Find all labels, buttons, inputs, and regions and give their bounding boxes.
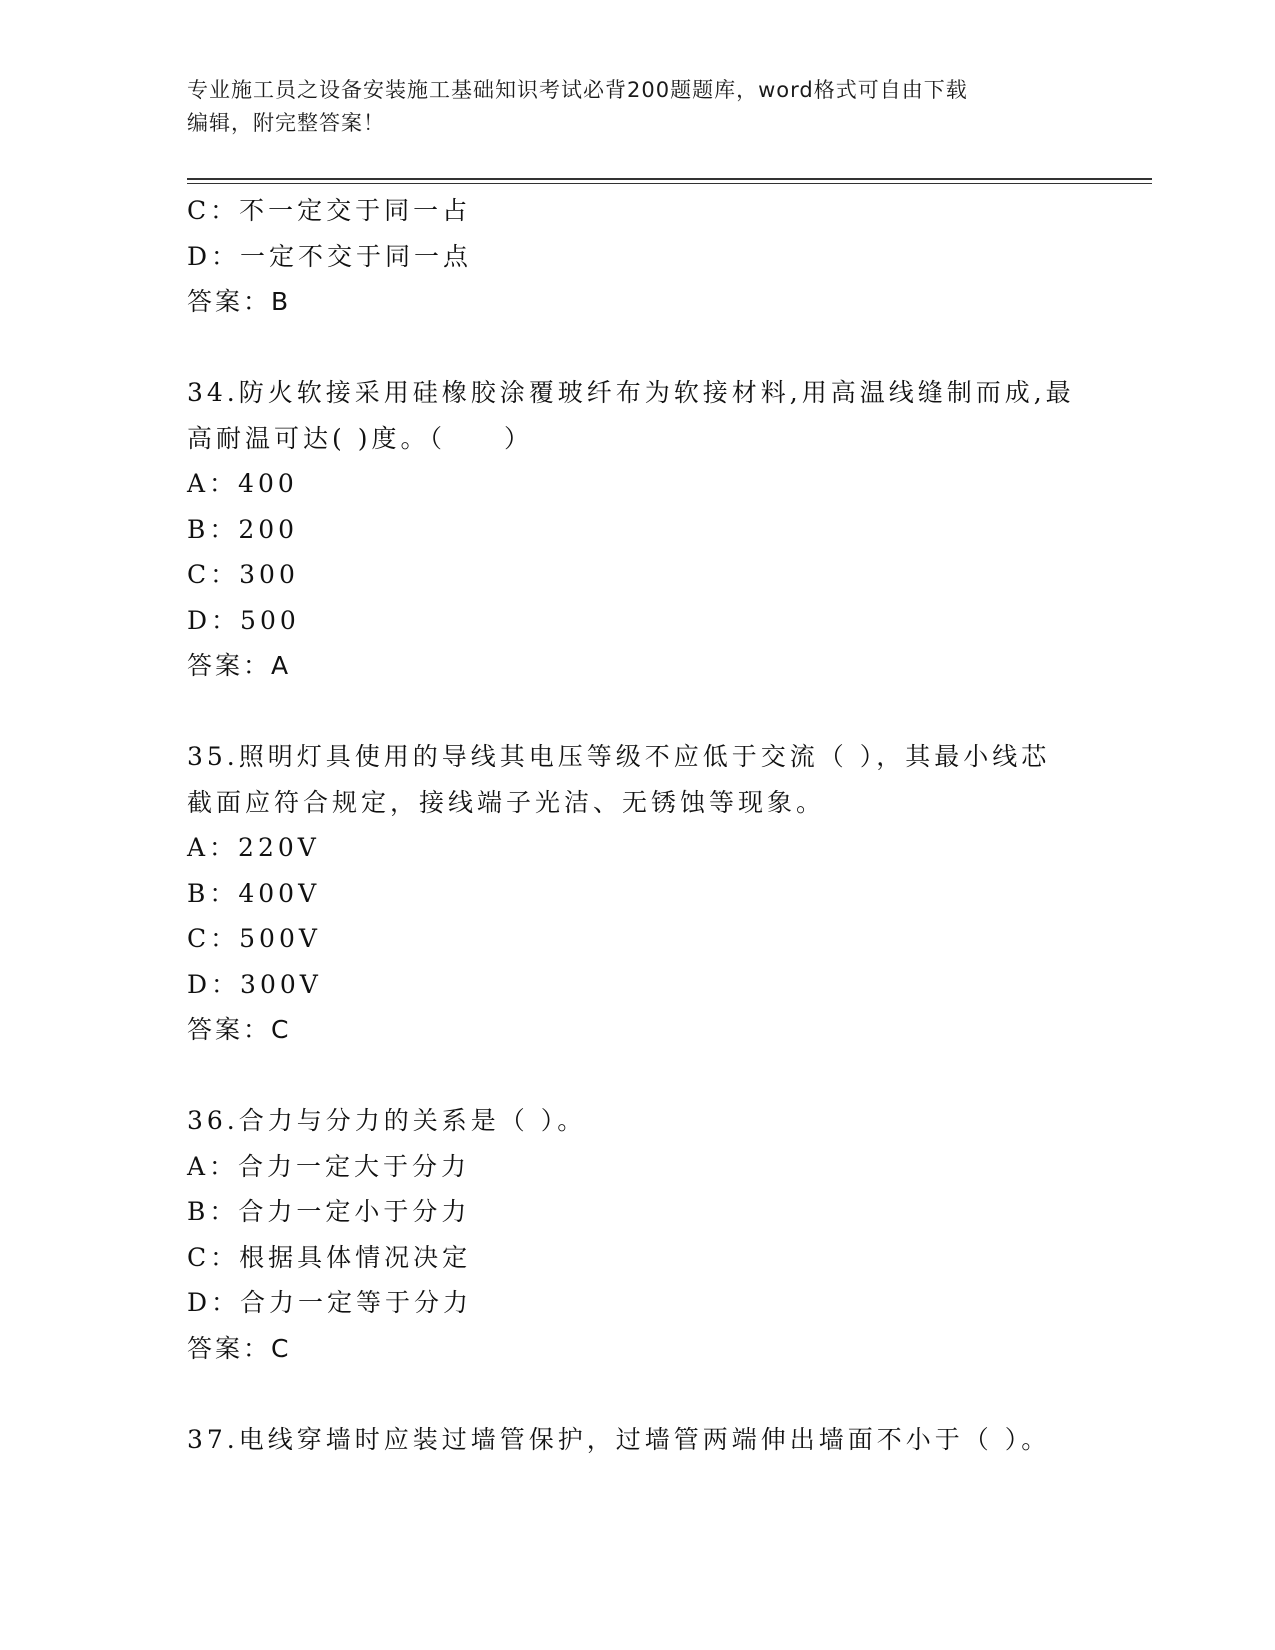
option-d: D：一定不交于同一点 <box>187 241 473 271</box>
header-divider <box>187 178 1152 184</box>
question-34 <box>187 370 1107 689</box>
answer-line: 答案：C <box>187 1015 292 1044</box>
answer-line: 答案：C <box>187 1333 292 1363</box>
option-a: A：合力一定大于分力 <box>187 1151 471 1181</box>
question-text-line-1: 35.照明灯具使用的导线其电压等级不应低于交流（ ），其最小线芯 <box>187 742 1051 771</box>
option-b: B：200 <box>187 514 299 544</box>
header-title-line-2: 编辑，附完整答案！ <box>187 111 385 135</box>
question-text-line-1: 34.防火软接采用硅橡胶涂覆玻纤布为软接材料,用高温线缝制而成,最 <box>187 378 1075 407</box>
option-b: B：合力一定小于分力 <box>187 1197 471 1226</box>
answer-line: 答案：B <box>187 287 292 316</box>
document-header <box>187 74 1087 140</box>
question-list <box>187 188 1107 1462</box>
option-d: D：300V <box>187 969 322 999</box>
option-c: C：根据具体情况决定 <box>187 1242 472 1272</box>
option-a: A：220V <box>187 833 320 862</box>
spacer <box>187 1053 1107 1099</box>
question-fragment <box>187 188 1107 325</box>
spacer <box>187 689 1107 735</box>
option-d: D：合力一定等于分力 <box>187 1288 473 1317</box>
spacer <box>187 1371 1107 1417</box>
option-c: C：500V <box>187 924 321 953</box>
question-text-line-2: 高耐温可达( )度。（ ） <box>187 423 533 453</box>
option-b: B：400V <box>187 878 321 908</box>
option-c: C：不一定交于同一占 <box>187 196 472 225</box>
question-35 <box>187 734 1107 1053</box>
spacer <box>187 325 1107 371</box>
question-text-line-1: 36.合力与分力的关系是（ ）。 <box>187 1106 587 1135</box>
question-37 <box>187 1417 1107 1463</box>
option-c: C：300 <box>187 560 299 589</box>
option-a: A：400 <box>187 469 298 498</box>
answer-line: 答案：A <box>187 651 292 680</box>
question-text-line-1: 37.电线穿墙时应装过墙管保护，过墙管两端伸出墙面不小于（ ）。 <box>187 1424 1051 1454</box>
header-title-line-1: 专业施工员之设备安装施工基础知识考试必背200题题库，word格式可自由下载 <box>187 78 968 102</box>
option-d: D：500 <box>187 605 300 635</box>
question-text-line-2: 截面应符合规定，接线端子光洁、无锈蚀等现象。 <box>187 787 826 817</box>
question-36 <box>187 1098 1107 1371</box>
